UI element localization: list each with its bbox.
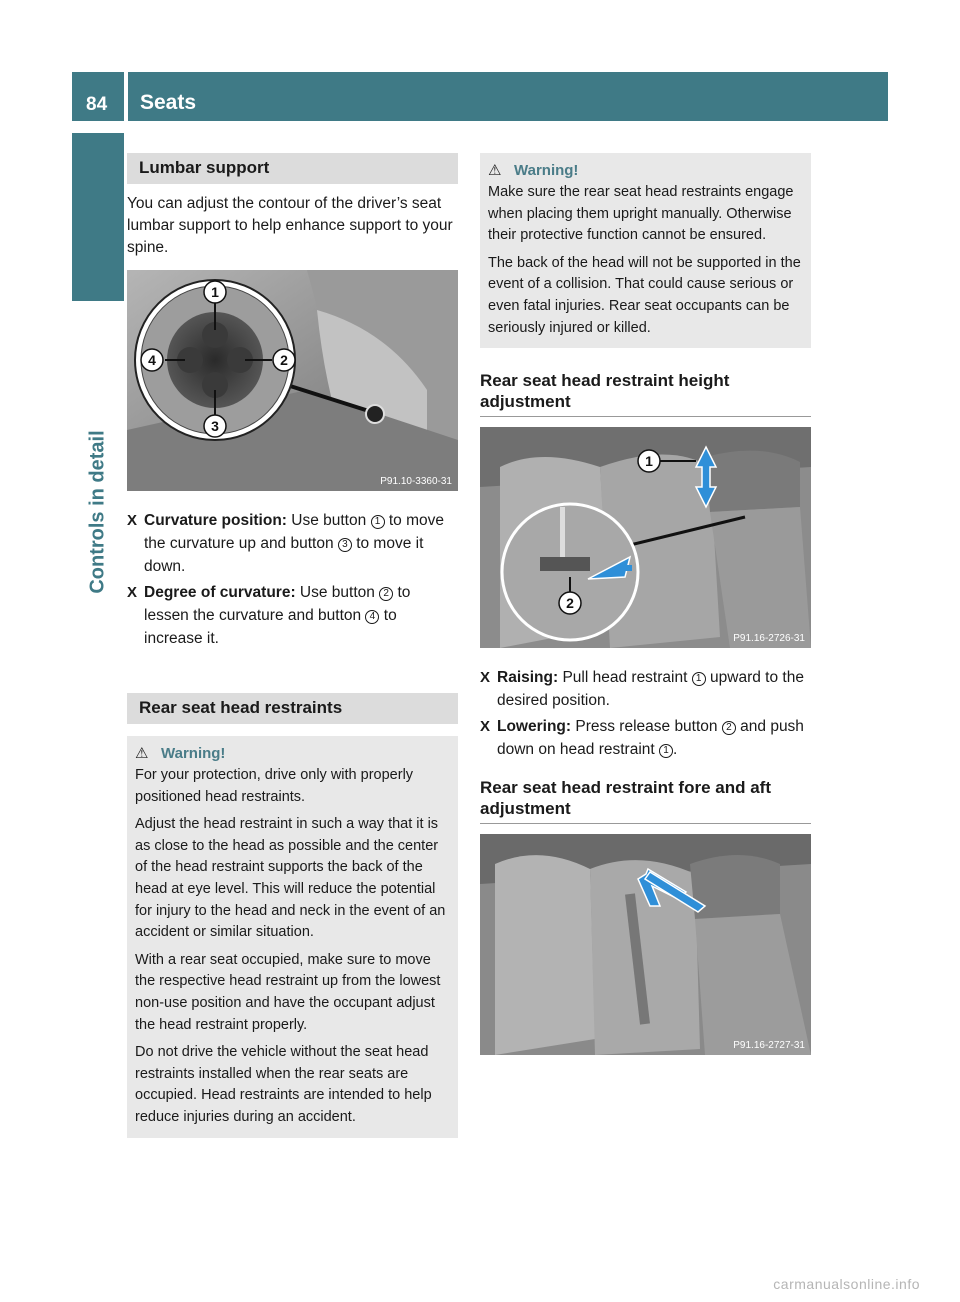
step-raising: X Raising: Pull head restraint 1 upward to the desired position. — [480, 666, 811, 712]
side-tab — [72, 133, 124, 301]
lumbar-illustration — [127, 270, 458, 491]
fore-aft-figure-code: P91.16-2727-31 — [733, 1040, 805, 1052]
lumbar-callout-1: 1 — [211, 284, 219, 300]
page-number: 84 — [86, 94, 108, 115]
right-column — [480, 153, 811, 1055]
left-column — [127, 153, 458, 1138]
step-arrow-icon: X — [480, 669, 491, 687]
lumbar-figure — [127, 270, 458, 491]
step-arrow-icon: X — [480, 718, 491, 736]
step-arrow-icon: X — [127, 584, 138, 601]
fore-aft-illustration — [480, 834, 811, 1055]
callout-ref: 2 — [722, 721, 736, 735]
warning-para: Do not drive the vehicle without the seat head restraints installed when the rear seats are occupied. Head restraints are intended to help reduce injuries during an accident. — [135, 1044, 432, 1125]
warning-para: With a rear seat occupied, make sure to move the respective head restraint up from the lowest non-use position and have the occupant adjust the head restraint properly. — [135, 951, 441, 1033]
callout-ref: 2 — [379, 587, 393, 601]
height-figure-code: P91.16-2726-31 — [733, 633, 805, 645]
fore-aft-figure — [480, 834, 811, 1055]
warning-para: For your protection, drive only with properly positioned head restraints. — [135, 767, 414, 805]
step-curvature-position: X Curvature position: Use button 1 to move the curvature up and button 3 to move it down. — [127, 509, 458, 578]
lumbar-intro: You can adjust the contour of the driver’s seat lumbar support to help enhance support to your spine. — [127, 195, 453, 256]
warning-title-left: ⚠ Warning! — [135, 745, 226, 762]
lumbar-callout-2: 2 — [280, 352, 288, 368]
lumbar-heading: Lumbar support — [127, 153, 458, 184]
warning-para: Adjust the head restraint in such a way that it is as close to the head as possible and the center of the head restraint supports the back of the head at eye level. This will reduce the potential for injury to the head and neck in the event of an accident or similar situation. — [135, 816, 446, 941]
warning-box-right — [480, 153, 811, 348]
watermark: carmanualsonline.info — [773, 1276, 920, 1292]
warning-title-right: ⚠ Warning! — [488, 162, 579, 179]
height-figure — [480, 427, 811, 648]
warning-triangle-icon: ⚠ — [135, 745, 149, 762]
callout-ref: 1 — [371, 515, 385, 529]
warning-para: The back of the head will not be supported in the event of a collision. That could cause serious or even fatal injuries. Rear seat occupants can be seriously injured or killed. — [488, 254, 801, 336]
step-arrow-icon: X — [127, 512, 138, 529]
rear-restraints-heading: Rear seat head restraints — [127, 693, 458, 724]
warning-triangle-icon: ⚠ — [488, 162, 502, 179]
section-title: Seats — [140, 91, 197, 114]
lumbar-callout-3: 3 — [211, 418, 219, 434]
callout-ref: 1 — [692, 672, 706, 686]
lumbar-figure-code: P91.10-3360-31 — [380, 476, 452, 487]
callout-ref: 1 — [659, 744, 673, 758]
callout-ref: 3 — [338, 538, 352, 552]
height-callout-1: 1 — [645, 453, 653, 470]
height-illustration — [480, 427, 811, 648]
step-lowering: X Lowering: Press release button 2 and push down on head restraint 1 . — [480, 715, 811, 761]
side-label: Controls in detail — [86, 430, 109, 594]
step-degree-of-curvature: X Degree of curvature: Use button 2 to lessen the curvature and button 4 to increase it. — [127, 581, 458, 650]
warning-para: Make sure the rear seat head restraints engage when placing them upright manually. Otherwise their protective function cannot be ensured. — [488, 184, 794, 244]
callout-ref: 4 — [365, 610, 379, 624]
lumbar-callout-4: 4 — [148, 352, 156, 368]
height-callout-2: 2 — [566, 595, 574, 612]
header-divider — [124, 72, 128, 121]
warning-box-left — [127, 736, 458, 1138]
height-heading: Rear seat head restraint height adjustment — [480, 370, 811, 417]
fore-aft-heading: Rear seat head restraint fore and aft adjustment — [480, 777, 811, 824]
